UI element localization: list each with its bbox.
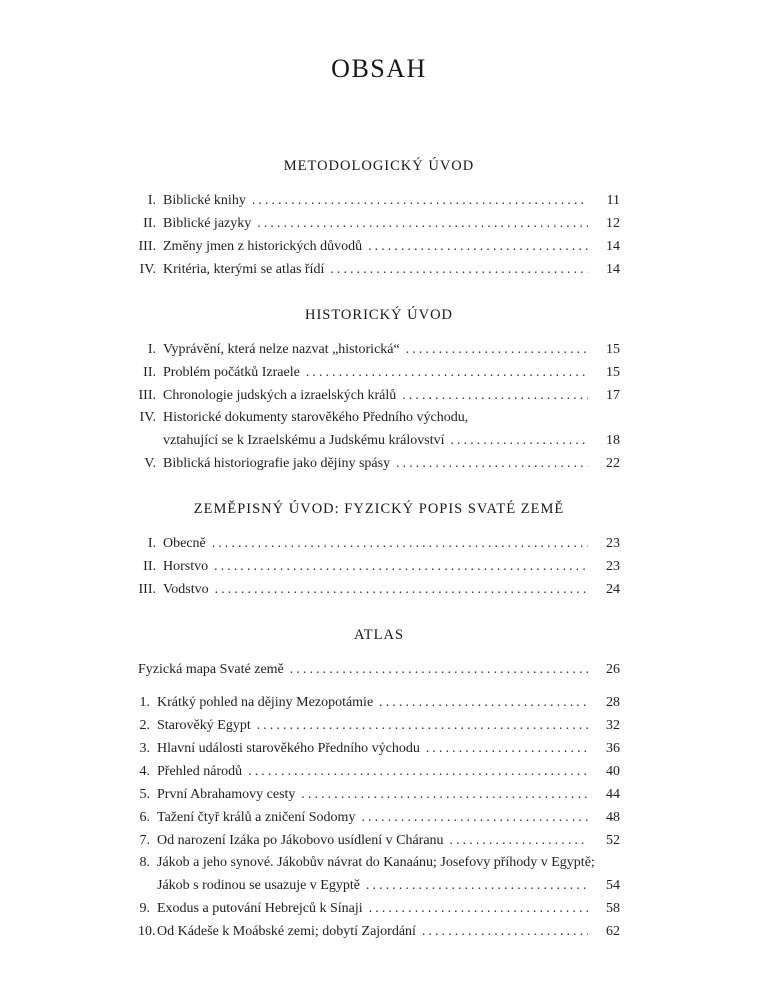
dot-leader	[206, 534, 588, 553]
toc-entry-line1	[138, 852, 620, 874]
toc-entry-page: 18	[606, 433, 620, 448]
toc-entry-page: 14	[606, 262, 620, 277]
section-zemepisny-uvod	[138, 501, 620, 601]
section-entries	[138, 658, 620, 943]
toc-entry-intro	[138, 658, 620, 681]
dot-leader	[355, 808, 588, 827]
toc-entry-number: III.	[138, 239, 156, 254]
toc-entry-label: Fyzická mapa Svaté země	[138, 662, 284, 677]
toc-entry-number: II.	[143, 365, 156, 380]
toc-entry	[138, 714, 620, 737]
toc-entry-label: Hlavní události starověkého Předního východu	[157, 741, 420, 756]
toc-entry-label: Změny jmen z historických důvodů	[163, 239, 363, 254]
toc-entry-label: Obecně	[163, 536, 206, 551]
toc-entry-label: Biblická historiografie jako dějiny spásy	[163, 456, 391, 471]
toc-entry-page: 52	[606, 833, 620, 848]
dot-leader	[363, 899, 588, 918]
toc-entry-page: 62	[606, 924, 620, 939]
toc-entry-page: 54	[606, 878, 620, 893]
toc-entry-label: Chronologie judských a izraelských králů	[163, 388, 397, 403]
dot-leader	[246, 191, 588, 210]
toc-entry-label: Tažení čtyř králů a zničení Sodomy	[157, 810, 356, 825]
section-entries	[138, 189, 620, 281]
dot-leader	[208, 557, 588, 576]
toc-entry-number: 5.	[139, 787, 150, 802]
toc-entry	[138, 806, 620, 829]
toc-entry-page: 15	[606, 365, 620, 380]
toc-entry-label: Vodstvo	[163, 582, 209, 597]
toc-entry-number: III.	[138, 582, 156, 597]
toc-entry	[138, 920, 620, 943]
toc-entry	[138, 578, 620, 601]
dot-leader	[396, 386, 588, 405]
toc-entry-label: Horstvo	[163, 559, 209, 574]
dot-leader	[416, 922, 588, 941]
toc-entry-page: 23	[606, 536, 620, 551]
toc-entry-number: 8.	[139, 855, 150, 870]
toc-entry-label: Krátký pohled na dějiny Mezopotámie	[157, 695, 374, 710]
toc-entry	[138, 189, 620, 212]
toc-entry-label: Kritéria, kterými se atlas řídí	[163, 262, 325, 277]
dot-leader	[420, 739, 588, 758]
toc-entry-page: 12	[606, 216, 620, 231]
section-entries	[138, 532, 620, 601]
toc-entry-page: 23	[606, 559, 620, 574]
toc-entry-number: II.	[143, 216, 156, 231]
toc-entry	[138, 897, 620, 920]
section-heading: ATLAS	[353, 627, 405, 643]
section-heading: ZEMĚPISNÝ ÚVOD: FYZICKÝ POPIS SVATÉ ZEMĚ	[193, 501, 565, 517]
toc-entry	[138, 338, 620, 361]
toc-entry-label: Exodus a putování Hebrejců k Sínaji	[157, 901, 363, 916]
section-entries	[138, 338, 620, 475]
toc-entry-number: 4.	[139, 764, 150, 779]
toc-entry-page: 26	[606, 662, 620, 677]
toc-entry-page: 11	[606, 193, 620, 208]
toc-entry-number: IV.	[139, 262, 156, 277]
section-heading: METODOLOGICKÝ ÚVOD	[283, 158, 475, 174]
toc-entry-label: Historické dokumenty starověkého Předního východu,	[163, 410, 469, 425]
dot-leader	[400, 340, 588, 359]
section-historicky-uvod	[138, 307, 620, 475]
toc-entry-number: 1.	[139, 695, 150, 710]
toc-entry-label: Vyprávění, která nelze nazvat „historická“	[163, 342, 400, 357]
toc-entry-number: I.	[147, 536, 156, 551]
toc-entry	[138, 258, 620, 281]
dot-leader	[284, 660, 588, 679]
toc-entry-number: I.	[147, 193, 156, 208]
toc-entry-page: 28	[606, 695, 620, 710]
toc-entry-number: 10.	[138, 924, 156, 939]
toc-entry-page: 24	[606, 582, 620, 597]
toc-entry-label: Přehled národů	[157, 764, 243, 779]
toc-entry	[138, 760, 620, 783]
section-heading: HISTORICKÝ ÚVOD	[304, 307, 454, 323]
toc-entry-label-continuation: vztahující se k Izraelskému a Judskému království	[163, 433, 445, 448]
toc-entry-label: Od narození Izáka po Jákobovo usídlení v Cháranu	[157, 833, 444, 848]
dot-leader	[444, 831, 588, 850]
toc-entry	[138, 783, 620, 806]
toc-entry-page: 17	[606, 388, 620, 403]
dot-leader	[373, 693, 588, 712]
toc-entry-label: Problém počátků Izraele	[163, 365, 300, 380]
toc-entry	[138, 555, 620, 578]
toc-entry-page: 15	[606, 342, 620, 357]
dot-leader	[390, 454, 588, 473]
toc-entry-number: V.	[144, 456, 156, 471]
dot-leader	[324, 260, 588, 279]
toc-entry-number: 7.	[139, 833, 150, 848]
toc-entry-page: 40	[606, 764, 620, 779]
toc-entry-number: 6.	[139, 810, 150, 825]
toc-entry-page: 36	[606, 741, 620, 756]
dot-leader	[251, 716, 588, 735]
toc-entry-label: Biblické knihy	[163, 193, 246, 208]
dot-leader	[444, 431, 588, 450]
section-metodologicky-uvod	[138, 158, 620, 281]
toc-entry	[138, 452, 620, 475]
toc-entry-page: 58	[606, 901, 620, 916]
dot-leader	[209, 580, 588, 599]
toc-entry	[138, 235, 620, 258]
toc-entry	[138, 212, 620, 235]
toc-entry-label: Biblické jazyky	[163, 216, 252, 231]
dot-leader	[300, 363, 588, 382]
dot-leader	[242, 762, 588, 781]
toc-entry-line2	[138, 874, 620, 897]
dot-leader	[360, 876, 588, 895]
toc-entry-label: Jákob a jeho synové. Jákobův návrat do Kanaánu; Josefovy příhody v Egyptě;	[157, 855, 595, 870]
toc-entry	[138, 532, 620, 555]
toc-entry-label-continuation: Jákob s rodinou se usazuje v Egyptě	[157, 878, 360, 893]
toc-entry-number: 3.	[139, 741, 150, 756]
section-atlas	[138, 627, 620, 943]
toc-entry-page: 22	[606, 456, 620, 471]
toc-content	[138, 54, 620, 943]
toc-entry-label: První Abrahamovy cesty	[157, 787, 296, 802]
toc-entry-number: IV.	[139, 410, 156, 425]
page-title: OBSAH	[331, 54, 427, 83]
toc-entry	[138, 361, 620, 384]
toc-entry	[138, 737, 620, 760]
toc-entry-line2	[138, 429, 620, 452]
toc-entry-label: Od Kádeše k Moábské zemi; dobytí Zajordání	[157, 924, 416, 939]
toc-entry-number: III.	[138, 388, 156, 403]
toc-entry	[138, 691, 620, 714]
dot-leader	[295, 785, 588, 804]
toc-entry-number: I.	[147, 342, 156, 357]
toc-entry-page: 32	[606, 718, 620, 733]
toc-entry-page: 14	[606, 239, 620, 254]
toc-entry	[138, 829, 620, 852]
toc-entry-label: Starověký Egypt	[157, 718, 251, 733]
toc-entry-page: 44	[606, 787, 620, 802]
toc-entry-number: II.	[143, 559, 156, 574]
toc-entry-line1	[138, 407, 620, 429]
toc-entry-page: 48	[606, 810, 620, 825]
toc-entry-number: 2.	[139, 718, 150, 733]
toc-entry-number: 9.	[139, 901, 150, 916]
toc-entry	[138, 384, 620, 407]
dot-leader	[251, 214, 588, 233]
dot-leader	[362, 237, 588, 256]
